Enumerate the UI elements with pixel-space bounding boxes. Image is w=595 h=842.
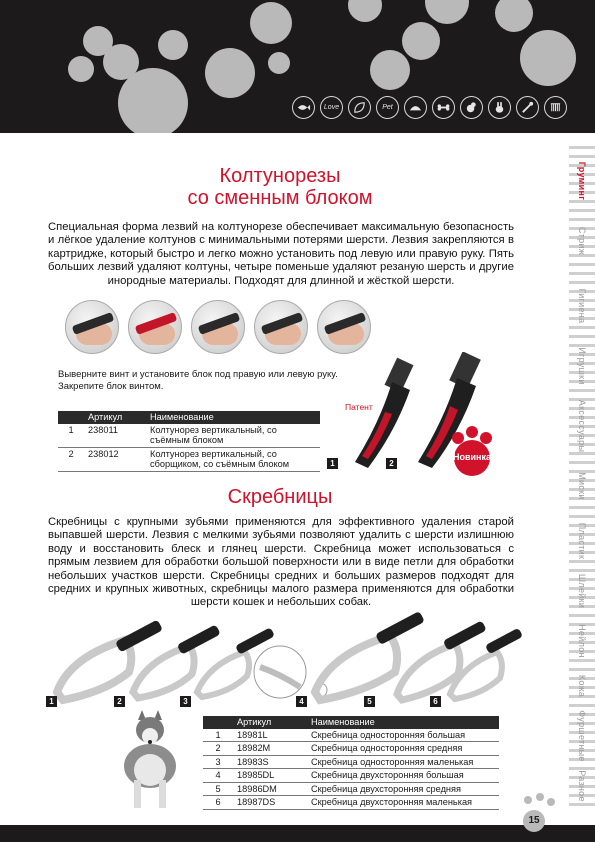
table-header-sku: Артикул xyxy=(233,716,307,729)
table-header-name: Наименование xyxy=(307,716,499,729)
love-text: Love xyxy=(323,104,340,111)
pet-icon xyxy=(376,96,399,119)
table-row xyxy=(203,782,499,796)
product-number-badge: 2 xyxy=(386,458,397,469)
row-sku: 238012 xyxy=(84,447,146,471)
section2-title: Скребницы xyxy=(227,486,333,508)
tool-icon xyxy=(516,96,539,119)
footer-band xyxy=(0,825,595,842)
paw-print-icon xyxy=(536,793,544,801)
row-sku: 18981L xyxy=(233,729,307,742)
patent-label: Патент xyxy=(345,402,373,412)
sidebar-item-grooming[interactable]: Груминг xyxy=(577,161,587,201)
paw-print-icon xyxy=(205,48,255,98)
paw-print-icon xyxy=(268,52,290,74)
product-number-badge: 1 xyxy=(46,696,57,707)
row-name: Колтунорез вертикальный, со съёмным блоком xyxy=(146,424,320,448)
sidebar-item-plastic[interactable]: Пластик xyxy=(577,522,587,560)
table-row xyxy=(58,447,320,471)
row-num: 1 xyxy=(203,729,233,742)
husky-dog-image xyxy=(110,706,190,811)
table-row xyxy=(58,424,320,448)
row-num: 6 xyxy=(203,796,233,810)
dematter-1-image xyxy=(355,358,413,468)
comb-icon xyxy=(544,96,567,119)
shedding-blades-image xyxy=(45,612,525,707)
product-number-badge: 1 xyxy=(327,458,338,469)
sidebar-item-furshet[interactable]: Фуршетные xyxy=(577,710,587,762)
fish-icon xyxy=(292,96,315,119)
row-num: 5 xyxy=(203,782,233,796)
row-name: Скребница односторонняя большая xyxy=(307,729,499,742)
paw-print-icon xyxy=(495,0,533,32)
row-name: Скребница двухсторонняя большая xyxy=(307,769,499,783)
step-photo xyxy=(128,300,182,354)
row-num: 1 xyxy=(58,424,84,448)
new-badge-text: Новинка xyxy=(452,452,491,462)
table-header-num xyxy=(58,411,84,424)
row-sku: 18983S xyxy=(233,755,307,769)
row-sku: 18986DM xyxy=(233,782,307,796)
row-name: Скребница односторонняя маленькая xyxy=(307,755,499,769)
row-name: Колтунорез вертикальный, со сборщиком, со съёмным блоком xyxy=(146,447,320,471)
paw-print-icon xyxy=(250,2,292,44)
category-icon-row xyxy=(292,96,567,119)
section1-title-line1: Колтунорезы xyxy=(219,165,341,187)
row-name: Скребница двухсторонняя средняя xyxy=(307,782,499,796)
product-number-badge: 4 xyxy=(296,696,307,707)
paw-print-icon xyxy=(547,798,555,806)
step-photo xyxy=(65,300,119,354)
row-sku: 18987DS xyxy=(233,796,307,810)
table-header-sku: Артикул xyxy=(84,411,146,424)
paw-print-icon xyxy=(68,56,94,82)
table-header-row xyxy=(58,411,320,424)
paw-print-icon xyxy=(402,22,440,60)
paw-print-icon xyxy=(524,796,532,804)
table-row xyxy=(203,755,499,769)
shedding-blade-1-image xyxy=(57,619,163,700)
table-row xyxy=(203,742,499,756)
step-photo xyxy=(254,300,308,354)
step-photo xyxy=(191,300,245,354)
love-icon xyxy=(320,96,343,119)
table-header-num xyxy=(203,716,233,729)
paw-print-icon xyxy=(118,68,188,133)
new-badge xyxy=(444,424,500,480)
header-band xyxy=(0,0,595,133)
row-name: Скребница двухсторонняя маленькая xyxy=(307,796,499,810)
sidebar-item-toys[interactable]: Игрушки xyxy=(577,347,587,385)
product-number-badge: 3 xyxy=(180,696,191,707)
leaf-icon xyxy=(348,96,371,119)
row-sku: 18985DL xyxy=(233,769,307,783)
row-sku: 238011 xyxy=(84,424,146,448)
row-sku: 18982M xyxy=(233,742,307,756)
sidebar-item-bowls[interactable]: Миски xyxy=(577,472,587,500)
section2-description: Скребницы с крупными зубьями применяются для эффективного удаления старой выпавшей шерсти. Лезвия с мелкими зубьями позволяют удалить с шерсти излишнюю воду и восстановить блеск и глянец шерсти. Скребница может использоваться с прямым лезвием для обработки большой поверхности или в виде петли для обработки небольших участков шерсти. Скребницы средних и больших размеров подходят для средних и крупных животных, скребницы малого размера применяются для обработки шерсти кошек и небольших собак. xyxy=(48,516,514,609)
sidebar-item-misc[interactable]: Разное xyxy=(577,770,587,802)
section1-title xyxy=(30,165,530,209)
paw-print-icon xyxy=(348,0,382,22)
assembly-caption: Выверните винт и установите блок под правую или левую руку. Закрепите блок винтом. xyxy=(58,369,338,392)
bird-icon xyxy=(460,96,483,119)
row-num: 2 xyxy=(203,742,233,756)
section1-description: Специальная форма лезвий на колтунорезе обеспечивает максимальную безопасность и лёгкое удаление колтунов с минимальными потерями шерсти. Лезвия закрепляются в картридже, который быстро и легко можно установить под левую или правую руку. Пять больших лезвий удаляют колтуны, четыре поменьше удаляют резаную шерсть и другие инородные материалы. Подходят для длинной и жёсткой шерсти. xyxy=(48,221,514,287)
bone-icon xyxy=(432,96,455,119)
sidebar-item-strizh[interactable]: Стриж xyxy=(577,226,587,256)
paw-print-icon xyxy=(520,30,576,86)
category-sidebar xyxy=(569,146,595,806)
sidebar-item-nylon[interactable]: Нейлон xyxy=(577,624,587,658)
table-row xyxy=(203,796,499,810)
step-photo xyxy=(317,300,371,354)
row-num: 2 xyxy=(58,447,84,471)
dematter-table xyxy=(58,411,320,472)
sidebar-item-harness[interactable]: Шлейки xyxy=(577,573,587,609)
shedding-blade-table xyxy=(203,716,499,810)
product-number-badge: 5 xyxy=(364,696,375,707)
rabbit-icon xyxy=(488,96,511,119)
table-header-row xyxy=(203,716,499,729)
paw-print-icon xyxy=(425,0,469,24)
table-row xyxy=(203,769,499,783)
table-header-name: Наименование xyxy=(146,411,320,424)
page-number: 15 xyxy=(523,810,545,832)
sidebar-item-leather[interactable]: Кожа xyxy=(577,674,587,698)
product-number-badge: 2 xyxy=(114,696,125,707)
row-num: 4 xyxy=(203,769,233,783)
sidebar-item-accessories[interactable]: Аксессуары xyxy=(577,399,587,453)
section1-title-line2: со сменным блоком xyxy=(187,187,373,209)
paw-print-icon xyxy=(158,30,188,60)
row-num: 3 xyxy=(203,755,233,769)
row-name: Скребница односторонняя средняя xyxy=(307,742,499,756)
sidebar-item-hygiene[interactable]: Гигиена xyxy=(577,288,587,324)
hedgehog-icon xyxy=(404,96,427,119)
shedding-blade-5-image xyxy=(397,620,487,700)
table-row xyxy=(203,729,499,742)
shedding-blade-4-image xyxy=(315,612,425,700)
paw-print-icon xyxy=(370,50,410,90)
product-number-badge: 6 xyxy=(430,696,441,707)
pet-text: Pet xyxy=(382,104,393,111)
